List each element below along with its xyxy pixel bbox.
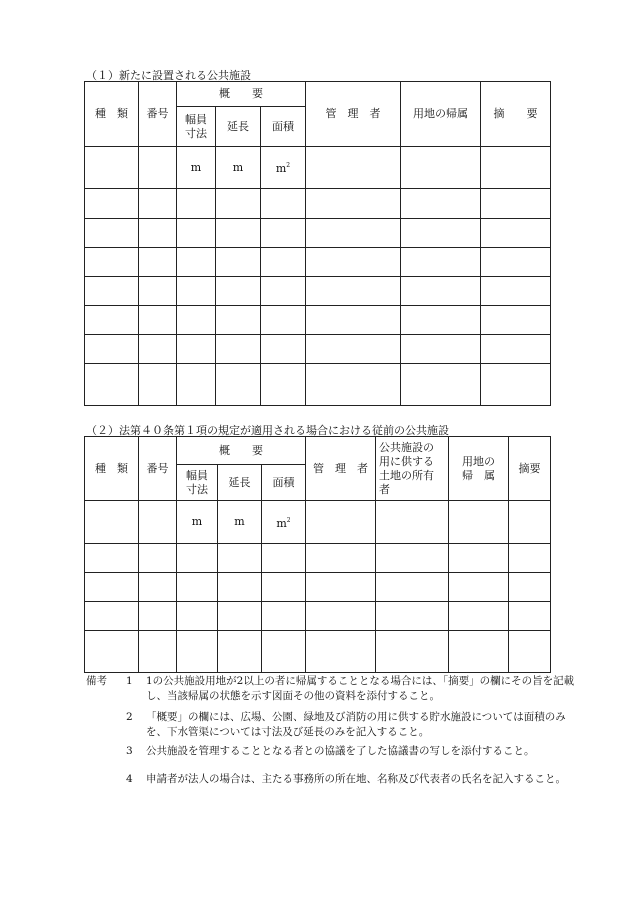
- section2-table: [84, 436, 551, 673]
- unit-width: m: [177, 501, 218, 544]
- table-row: [85, 189, 551, 219]
- table-row: [85, 335, 551, 364]
- table-row: [85, 248, 551, 277]
- header-area: 面積: [262, 465, 306, 501]
- unit-length: m: [218, 501, 262, 544]
- header-land-owner: 公共施設の 用に供する 土地の所有 者: [376, 437, 449, 501]
- unit-area: $m^2$: [262, 501, 306, 544]
- header-width: 幅員 寸法: [177, 465, 218, 501]
- table-row: [85, 573, 551, 602]
- table-row: [85, 147, 551, 189]
- header-overview: 概 要: [177, 437, 306, 465]
- header-overview: 概 要: [177, 82, 306, 107]
- header-kind: 種 類: [85, 437, 139, 501]
- section1-heading: （１）新たに設置される公共施設: [86, 69, 251, 82]
- header-width: 幅員 寸法: [177, 107, 216, 147]
- table-row: [85, 277, 551, 306]
- unit-width: m: [177, 147, 216, 189]
- table-row: [85, 602, 551, 631]
- header-remarks: 摘 要: [481, 82, 551, 147]
- unit-length: m: [216, 147, 261, 189]
- section1-table: [84, 81, 551, 406]
- table-row: [85, 631, 551, 673]
- header-length: 延長: [218, 465, 262, 501]
- header-length: 延長: [216, 107, 261, 147]
- remarks-label: 備考: [86, 675, 107, 687]
- table-row: [85, 364, 551, 406]
- header-number: 番号: [139, 437, 177, 501]
- table-row: [85, 219, 551, 248]
- header-area: 面積: [261, 107, 306, 147]
- header-number: 番号: [139, 82, 177, 147]
- header-land-attribution: 用地の帰属: [401, 82, 481, 147]
- header-manager: 管 理 者: [306, 437, 376, 501]
- unit-area: $m^2$: [261, 147, 306, 189]
- header-manager: 管 理 者: [306, 82, 401, 147]
- header-remarks: 摘要: [509, 437, 551, 501]
- table-row: [85, 501, 551, 544]
- table-row: [85, 306, 551, 335]
- section2-heading: （２）法第４０条第１項の規定が適用される場合における従前の公共施設: [86, 424, 449, 437]
- header-land-attribution: 用地の 帰 属: [449, 437, 509, 501]
- header-kind: 種 類: [85, 82, 139, 147]
- table-row: [85, 544, 551, 573]
